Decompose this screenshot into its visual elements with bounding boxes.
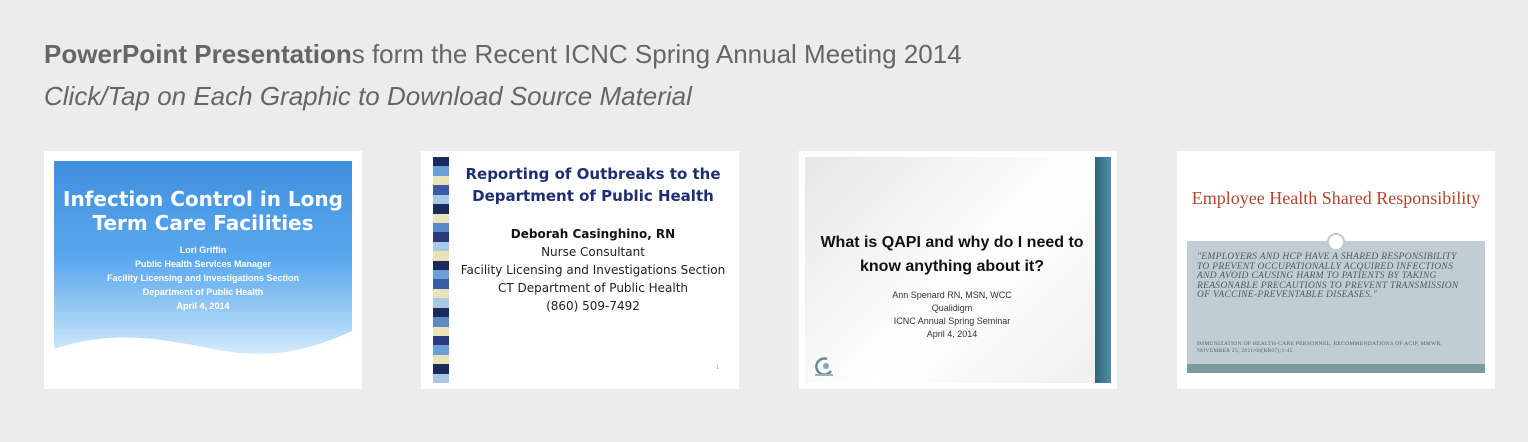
slide-title: Employee Health Shared Responsibility [1191,188,1481,208]
stripe-decoration [433,157,449,383]
slide-title: What is QAPI and why do I need to know anything about it? [820,234,1084,275]
presentation-thumbnail-infection-control[interactable] [44,151,362,389]
slide-preview [1183,157,1489,383]
slide-preview [427,157,733,383]
presentation-thumbnail-employee-health[interactable] [1177,151,1495,389]
slide-citation: IMMUNIZATION OF HEALTH-CARE PERSONNEL, RECOMMENDATIONS OF ACIP, MMWR, NOVEMBER 25, 2011/60(RR07);1-45 [1197,341,1443,354]
slide-page-number: 1 [716,365,719,371]
side-bar-decoration [1095,157,1111,383]
slide-line: Lori Griffin [179,245,227,255]
heading-rest: s form the Recent ICNC Spring Annual Meeting 2014 [351,39,962,69]
slide-preview [805,157,1111,383]
slide-line: Qualidigm [931,303,973,313]
slide-line: Nurse Consultant [541,245,645,259]
slide-line: Public Health Services Manager [134,259,272,269]
slide-info [815,289,1089,341]
slide-preview [50,157,356,383]
circle-icon [1327,233,1345,251]
heading-bold: PowerPoint Presentation [44,39,352,69]
qualidigm-logo-icon [813,355,837,377]
slide-line: Facility Licensing and Investigations Section [460,263,726,277]
slide-presenter: Deborah Casinghino, RN [510,227,676,241]
slide-content [457,163,729,315]
slide-line: Facility Licensing and Investigations Section [106,273,300,283]
page-heading [44,38,962,70]
slide-line: April 4, 2014 [176,301,230,311]
slide-line: CT Department of Public Health [497,281,689,295]
slide-line: Ann Spenard RN, MSN, WCC [892,290,1012,300]
presentation-thumbnail-reporting-outbreaks[interactable] [421,151,739,389]
slide-info [54,243,352,313]
slide-title: Reporting of Outbreaks to the Department of Public Health [465,165,721,205]
presentation-thumbnail-qapi[interactable] [799,151,1117,389]
page-subheading: Click/Tap on Each Graphic to Download Source Material [44,81,692,111]
slide-quote: "EMPLOYERS AND HCP HAVE A SHARED RESPONSIBILITY TO PREVENT OCCUPATIONALLY ACQUIRED INFECTIONS AND AVOID CAUSING HARM TO PATIENTS BY TAKING REASONABLE PRECAUTIONS TO PREVENT TRANSMISSION OF VACCINE-PREVENTABLE DISEASES." [1197,252,1459,300]
wave-graphic [54,319,352,379]
panel-strip [1187,364,1485,373]
slide-title: Infection Control in Long Term Care Facilities [63,187,343,235]
slide-line: ICNC Annual Spring Seminar [893,316,1011,326]
slide-line: (860) 509-7492 [546,299,640,313]
slide-line: April 4, 2014 [926,329,978,339]
slide-line: Department of Public Health [142,287,264,297]
